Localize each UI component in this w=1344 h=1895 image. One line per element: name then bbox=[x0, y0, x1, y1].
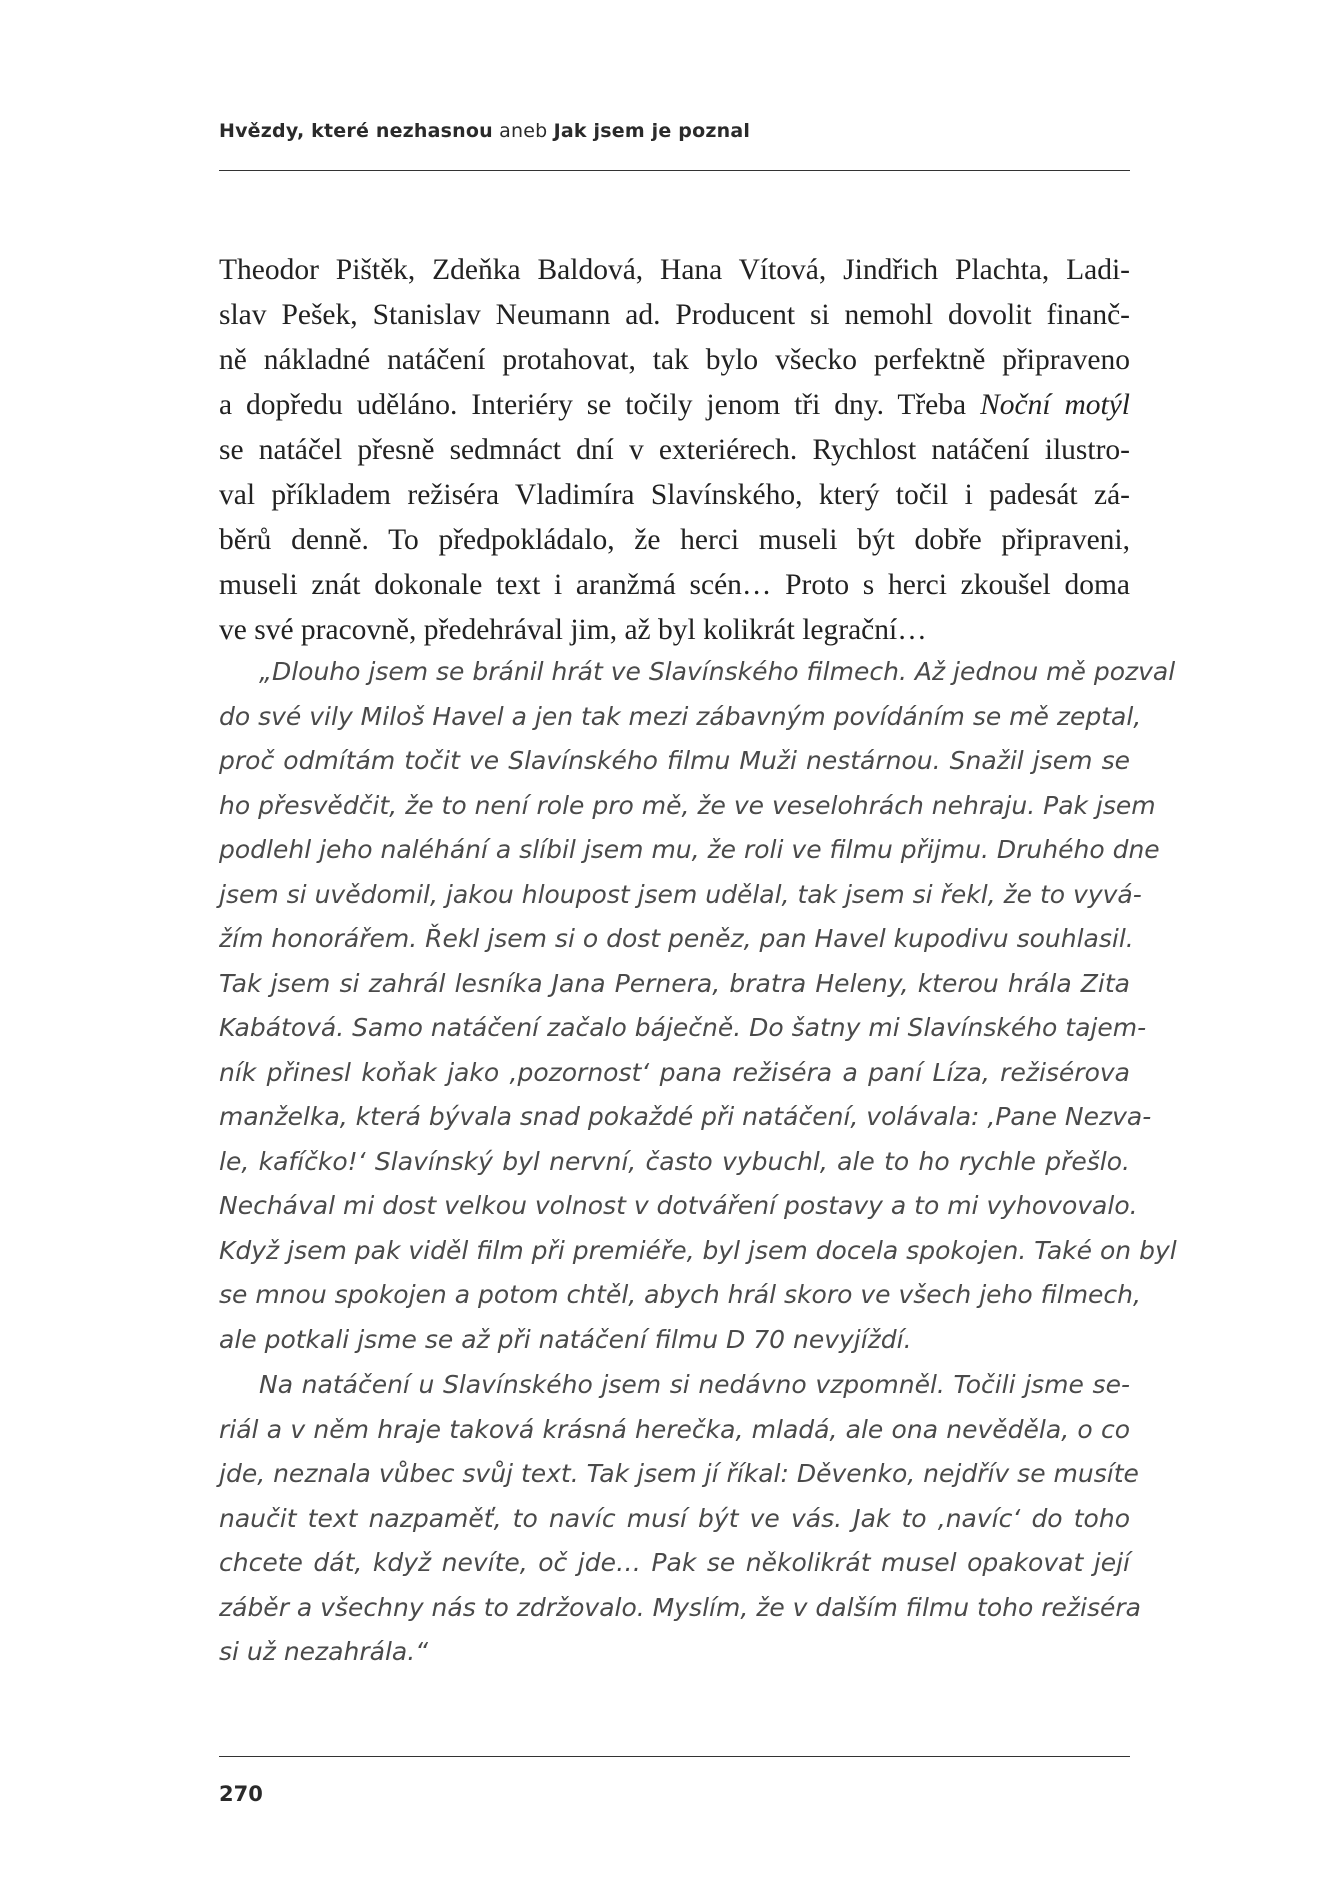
quote-line: manželka, která bývala snad pokaždé při natáčení, volávala: ‚Pane Nezva- bbox=[219, 1102, 1152, 1131]
text-line bbox=[219, 383, 1130, 428]
quote-paragraph-1 bbox=[219, 650, 1177, 1362]
quote-line: le, kafíčko!‘ Slavínský byl nervní, často vybuchl, ale to ho rychle přešlo. bbox=[219, 1146, 1130, 1176]
text-line: se natáčel přesně sedmnáct dní v exteriérech. Rychlost natáčení ilustro- bbox=[219, 434, 1130, 466]
running-head bbox=[219, 120, 1129, 142]
text-line: ně nákladné natáčení protahovat, tak bylo všecko perfektně připraveno bbox=[219, 344, 1130, 376]
quote-paragraph-2 bbox=[219, 1363, 1141, 1675]
text-line: museli znát dokonale text i aranžmá scén… Proto s herci zkoušel doma bbox=[219, 569, 1130, 601]
header-rule bbox=[219, 170, 1130, 171]
quote-line: naučit text nazpaměť, to navíc musí být ve vás. Jak to ‚navíc‘ do toho bbox=[219, 1503, 1130, 1533]
quote-line: do své vily Miloš Havel a jen tak mezi zábavným povídáním se mě zeptal, bbox=[219, 701, 1142, 731]
running-head-title: Hvězdy, které nezhasnou bbox=[219, 120, 493, 142]
quote-line: jsem si uvědomil, jakou hloupost jsem udělal, tak jsem si řekl, že to vyvá- bbox=[219, 879, 1142, 909]
text-line-segment: a dopředu uděláno. Interiéry se točily jenom tři dny. Třeba bbox=[219, 389, 981, 421]
text-line: běrů denně. To předpokládalo, že herci museli být dobře připraveni, bbox=[219, 524, 1130, 556]
quote-line: riál a v něm hraje taková krásná herečka, mladá, ale ona nevěděla, o co bbox=[219, 1414, 1130, 1444]
quote-line: Když jsem pak viděl film při premiéře, byl jsem docela spokojen. Také on byl bbox=[219, 1235, 1177, 1265]
quote-line: Nechával mi dost velkou volnost v dotváření postavy a to mi vyhovovalo. bbox=[219, 1191, 1138, 1220]
quote-line: podlehl jeho naléhání a slíbil jsem mu, že roli ve filmu přijmu. Druhého dne bbox=[219, 835, 1160, 864]
quote-line: se mnou spokojen a potom chtěl, abych hrál skoro ve všech jeho filmech, bbox=[219, 1280, 1141, 1309]
quote-line: ho přesvědčit, že to není role pro mě, že ve veselohrách nehraju. Pak jsem bbox=[219, 790, 1156, 820]
body-paragraph bbox=[219, 248, 1130, 653]
quote-line: Na natáčení u Slavínského jsem si nedávno vzpomněl. Točili jsme se- bbox=[259, 1370, 1130, 1399]
quote-line: Kabátová. Samo natáčení začalo báječně. Do šatny mi Slavínského tajem- bbox=[219, 1013, 1147, 1042]
quote-line: „Dlouho jsem se bránil hrát ve Slavínského filmech. Až jednou mě pozval bbox=[259, 657, 1176, 686]
footer-rule bbox=[219, 1756, 1130, 1757]
quote-line: si už nezahrála.“ bbox=[219, 1637, 429, 1666]
text-line: slav Pešek, Stanislav Neumann ad. Producent si nemohl dovolit finanč- bbox=[219, 299, 1130, 331]
quote-line: ale potkali jsme se až při natáčení filmu D 70 nevyjíždí. bbox=[219, 1324, 912, 1354]
page-number: 270 bbox=[219, 1782, 263, 1806]
running-head-subtitle: Jak jsem je poznal bbox=[553, 120, 751, 142]
quote-line: proč odmítám točit ve Slavínského filmu Muži nestárnou. Snažil jsem se bbox=[219, 746, 1130, 775]
quote-line: jde, neznala vůbec svůj text. Tak jsem jí říkal: Děvenko, nejdřív se musíte bbox=[219, 1459, 1139, 1488]
text-line: val příkladem režiséra Vladimíra Slavínského, který točil i padesát zá- bbox=[219, 479, 1130, 511]
quote-line: chcete dát, když nevíte, oč jde… Pak se několikrát musel opakovat její bbox=[219, 1548, 1130, 1577]
quote-line: Tak jsem si zahrál lesníka Jana Pernera, bratra Heleny, kterou hrála Zita bbox=[219, 968, 1130, 998]
text-line: Theodor Pištěk, Zdeňka Baldová, Hana Vítová, Jindřich Plachta, Ladi- bbox=[219, 254, 1130, 286]
quote-line: ník přinesl koňak jako ‚pozornost‘ pana režiséra a paní Líza, režisérova bbox=[219, 1057, 1130, 1087]
text-line: ve své pracovně, předehrával jim, až byl kolikrát legrační… bbox=[219, 614, 927, 646]
running-head-connector: aneb bbox=[492, 120, 554, 142]
film-title-italic: Noční motýl bbox=[980, 389, 1130, 421]
quote-line: žím honorářem. Řekl jsem si o dost peněz, pan Havel kupodivu souhlasil. bbox=[219, 924, 1134, 953]
quote-line: záběr a všechny nás to zdržovalo. Myslím, že v dalším filmu toho režiséra bbox=[219, 1592, 1141, 1622]
